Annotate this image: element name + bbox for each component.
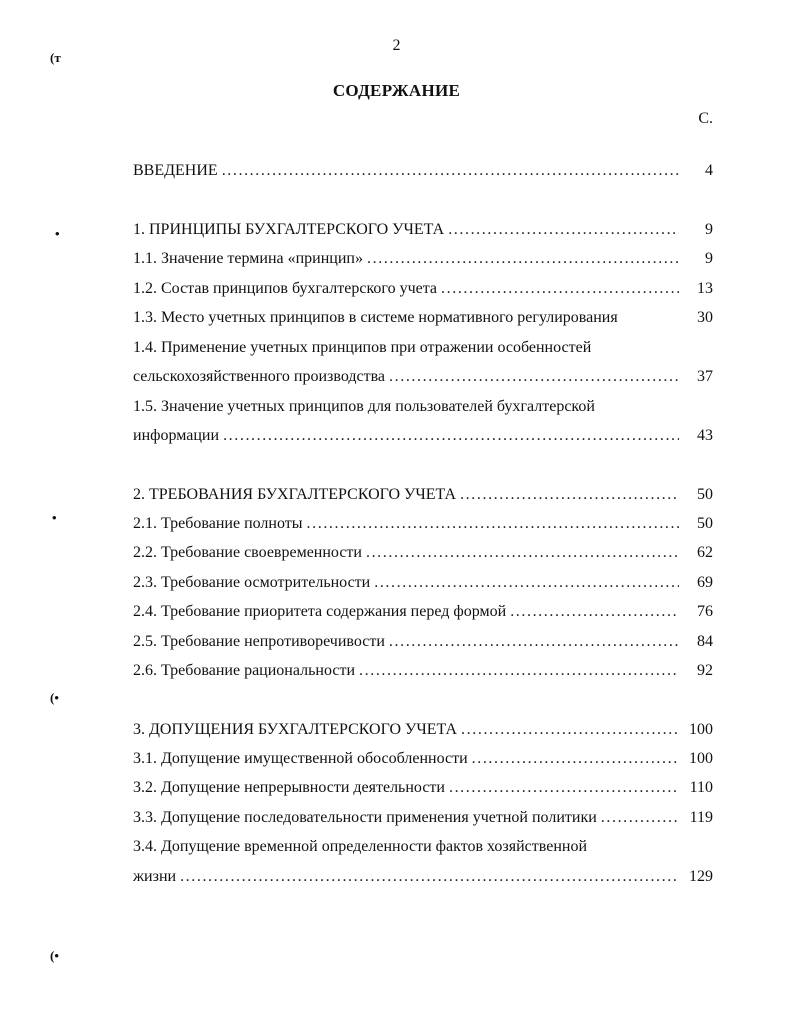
toc-page-number: 30 — [697, 309, 713, 326]
toc-entry-text: 3. ДОПУЩЕНИЯ БУХГАЛТЕРСКОГО УЧЕТА — [133, 721, 458, 738]
toc-leader — [223, 427, 679, 445]
toc-entry-1-1[interactable] — [133, 246, 713, 268]
scan-mark-corner: (т — [50, 50, 61, 65]
toc-entry-text: 3.3. Допущение последовательности применения учетной политики — [133, 809, 597, 826]
toc-entry-1-4-line2[interactable] — [133, 364, 713, 386]
toc-entry-2-3[interactable] — [133, 570, 713, 592]
scan-mark-4: (• — [50, 948, 59, 963]
toc-entry-text: ВВЕДЕНИЕ — [133, 162, 218, 179]
toc-leader — [510, 603, 679, 621]
toc-entry-text: 3.1. Допущение имущественной обособленности — [133, 750, 468, 767]
toc-leader — [359, 662, 679, 680]
toc-leader — [366, 544, 679, 562]
toc-leader — [449, 779, 679, 797]
toc-entry-2-2[interactable] — [133, 540, 713, 562]
toc-page-number: 9 — [705, 250, 713, 267]
toc-entry-text: 1.1. Значение термина «принцип» — [133, 250, 363, 267]
toc-leader — [389, 633, 679, 651]
toc-page-number: 50 — [697, 515, 713, 532]
toc-entry-text: 2.6. Требование рациональности — [133, 662, 356, 679]
toc-page-number: 13 — [697, 280, 713, 297]
toc-entry-text: информации — [133, 427, 220, 444]
toc-entry-text: 2.2. Требование своевременности — [133, 544, 362, 561]
toc-entry-text: 1.4. Применение учетных принципов при отражении особенностей — [133, 339, 592, 356]
toc-entry-1-5-line1[interactable] — [133, 394, 713, 416]
scan-mark-3: (• — [50, 690, 59, 705]
toc-entry-1-3[interactable] — [133, 305, 713, 327]
toc-page-number: 129 — [689, 868, 713, 885]
toc-page-number: 92 — [697, 662, 713, 679]
toc-entry-3-3[interactable] — [133, 805, 713, 827]
toc-entry-intro[interactable] — [133, 158, 713, 180]
toc-entry-1-5-line2[interactable] — [133, 423, 713, 445]
toc-page-number: 43 — [697, 427, 713, 444]
toc-entry-3-2[interactable] — [133, 775, 713, 797]
toc-entry-text: 1.5. Значение учетных принципов для пользователей бухгалтерской — [133, 398, 595, 415]
toc-leader — [307, 515, 679, 533]
toc-leader — [389, 368, 679, 386]
toc-page-number: 37 — [697, 368, 713, 385]
toc-entry-text: 1. ПРИНЦИПЫ БУХГАЛТЕРСКОГО УЧЕТА — [133, 221, 445, 238]
toc-entry-1-2[interactable] — [133, 276, 713, 298]
toc-entry-text: 3.4. Допущение временной определенности фактов хозяйственной — [133, 838, 587, 855]
toc-entry-3-4-line2[interactable] — [133, 864, 713, 886]
page-number: 2 — [392, 37, 401, 54]
toc-entry-text: 2.4. Требование приоритета содержания перед формой — [133, 603, 507, 620]
toc-leader — [472, 750, 679, 768]
toc-entry-section-2[interactable] — [133, 482, 713, 504]
toc-entry-text: 2.3. Требование осмотрительности — [133, 574, 371, 591]
scan-mark-1: • — [55, 226, 60, 241]
toc-entry-section-3[interactable] — [133, 717, 713, 739]
toc-entry-text: 3.2. Допущение непрерывности деятельности — [133, 779, 445, 796]
toc-page-number: 84 — [697, 633, 713, 650]
toc-entry-2-4[interactable] — [133, 599, 713, 621]
toc-leader — [180, 868, 679, 886]
toc-page-number: 100 — [689, 721, 713, 738]
toc-page-number: 4 — [705, 162, 713, 179]
scan-mark-2: • — [52, 510, 57, 525]
toc-entry-text: 1.2. Состав принципов бухгалтерского учета — [133, 280, 438, 297]
toc-leader — [448, 221, 679, 239]
toc-entry-2-5[interactable] — [133, 629, 713, 651]
toc-leader — [374, 574, 679, 592]
toc-entry-text: 2. ТРЕБОВАНИЯ БУХГАЛТЕРСКОГО УЧЕТА — [133, 486, 457, 503]
toc-entry-text: 2.1. Требование полноты — [133, 515, 303, 532]
toc-page-number: 100 — [689, 750, 713, 767]
toc-page-number: 50 — [697, 486, 713, 503]
toc-page-number: 76 — [697, 603, 713, 620]
toc-entry-text: 2.5. Требование непротиворечивости — [133, 633, 385, 650]
toc-entry-text: сельскохозяйственного производства — [133, 368, 386, 385]
toc-leader — [461, 721, 679, 739]
toc-leader — [601, 809, 679, 827]
toc-entry-text: 1.3. Место учетных принципов в системе нормативного регулирования — [133, 309, 618, 326]
toc-page-number: 119 — [689, 809, 713, 826]
toc-entry-2-1[interactable] — [133, 511, 713, 533]
toc-page-number: 110 — [689, 779, 713, 796]
page-column-label: С. — [698, 110, 713, 127]
toc-leader — [441, 280, 679, 298]
toc-entry-section-1[interactable] — [133, 217, 713, 239]
toc-entry-2-6[interactable] — [133, 658, 713, 680]
toc-entry-1-4-line1[interactable] — [133, 335, 713, 357]
toc-leader — [367, 250, 679, 268]
toc-page-number: 69 — [697, 574, 713, 591]
page-title: СОДЕРЖАНИЕ — [332, 81, 461, 100]
toc-leader — [222, 162, 679, 180]
toc-entry-3-4-line1[interactable] — [133, 834, 713, 856]
toc-page-number: 9 — [705, 221, 713, 238]
toc-entry-text: жизни — [133, 868, 177, 885]
toc-leader — [460, 486, 679, 504]
toc-entry-3-1[interactable] — [133, 746, 713, 768]
toc-page-number: 62 — [697, 544, 713, 561]
